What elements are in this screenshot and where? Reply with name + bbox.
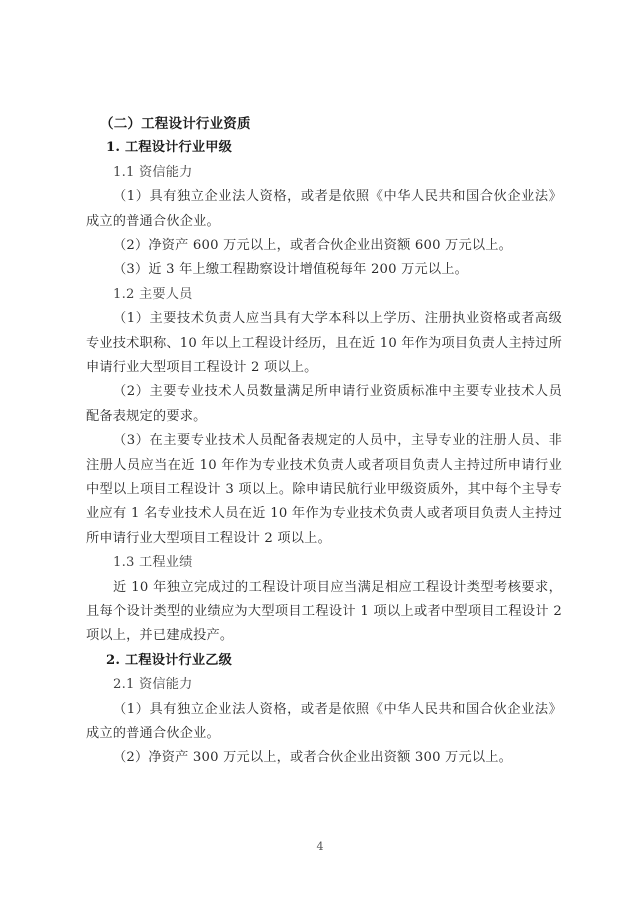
- grade-a-credit-item-3: （3）近 3 年上缴工程勘察设计增值税每年 200 万元以上。: [113, 262, 469, 278]
- grade-a-performance-item-1: 近 10 年独立完成过的工程设计项目应当满足相应工程设计类型考核要求，且每个设计类型的业绩应为大型项目工程设计 1 项以上或者中型项目工程设计 2 项以上，并已建成投产。: [86, 579, 562, 644]
- grade-a-personnel-item-2: （2）主要专业技术人员数量满足所申请行业资质标准中主要专业技术人员配备表规定的要求。: [86, 384, 562, 424]
- grade-a-performance-heading: 1.3 工程业绩: [113, 555, 193, 571]
- grade-a-credit-item-2: （2）净资产 600 万元以上，或者合伙企业出资额 600 万元以上。: [113, 237, 512, 253]
- grade-a-personnel-item-1: （1）主要技术负责人应当具有大学本科以上学历、注册执业资格或者高级专业技术职称、10 年以上工程设计经历，且在近 10 年作为项目负责人主持过所申请行业大型项目工程设计 2 项以上。: [86, 311, 562, 375]
- grade-b-heading: 2. 工程设计行业乙级: [106, 652, 233, 668]
- grade-a-personnel-item-3: （3）在主要专业技术人员配备表规定的人员中，主导专业的注册人员、非注册人员应当在近 10 年作为专业技术负责人或者项目负责人主持过所申请行业中型以上项目工程设计 3 项以上。除申请民航行业甲级资质外，其中每个主导专业应有 1 名专业技术人员在近 10 年作为专业技术负责人或者项目负责人主持过所申请行业大型项目工程设计 2 项以上。: [86, 433, 562, 546]
- grade-b-credit-heading: 2.1 资信能力: [113, 677, 193, 693]
- grade-a-credit-heading: 1.1 资信能力: [113, 164, 193, 180]
- grade-b-credit-item-1: （1）具有独立企业法人资格，或者是依照《中华人民共和国合伙企业法》成立的普通合伙企业。: [86, 701, 562, 742]
- grade-a-heading: 1. 工程设计行业甲级: [106, 140, 233, 156]
- section-title: （二）工程设计行业资质: [100, 116, 251, 132]
- grade-a-credit-item-1: （1）具有独立企业法人资格，或者是依照《中华人民共和国合伙企业法》成立的普通合伙企业。: [86, 189, 562, 229]
- page-number: 4: [316, 840, 324, 853]
- document-body: [86, 112, 562, 771]
- grade-b-credit-item-2: （2）净资产 300 万元以上，或者合伙企业出资额 300 万元以上。: [113, 750, 512, 766]
- grade-a-personnel-heading: 1.2 主要人员: [113, 286, 193, 302]
